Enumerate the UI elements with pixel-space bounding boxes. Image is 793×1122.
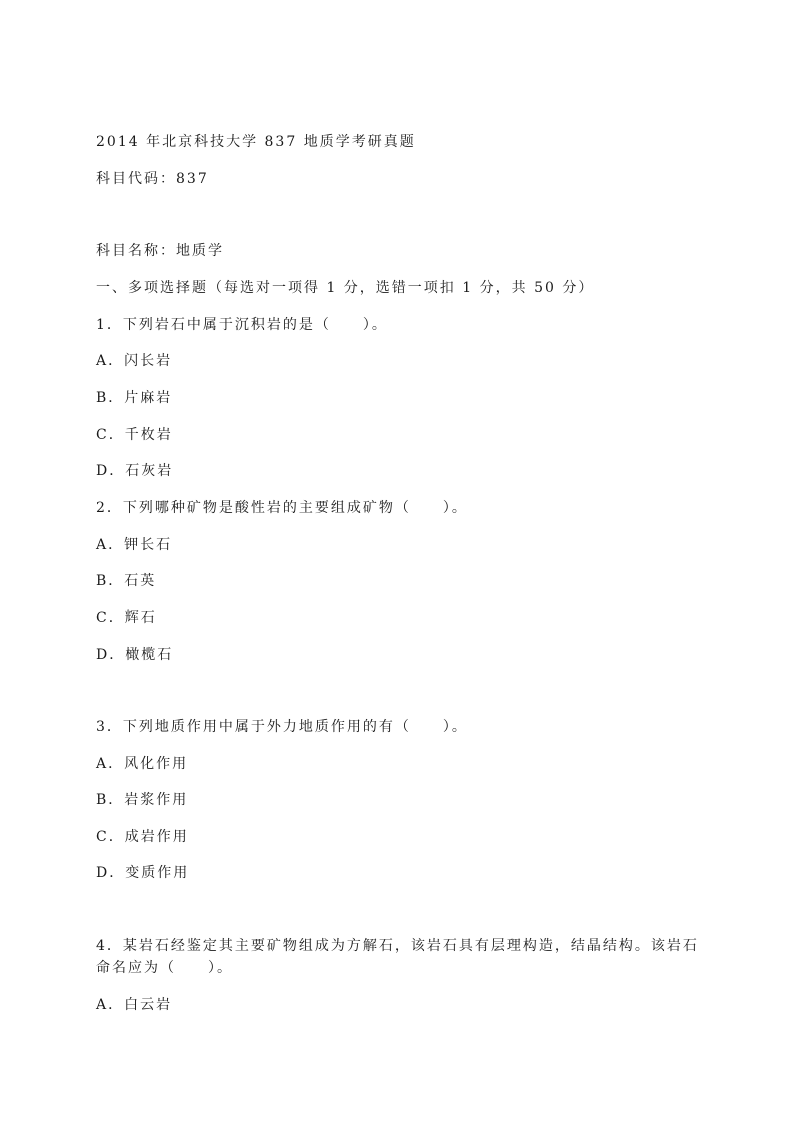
section-heading: 一、多项选择题（每选对一项得 1 分，选错一项扣 1 分，共 50 分） [96, 280, 595, 296]
question-3-option-d: D．变质作用 [96, 865, 190, 881]
question-2-stem: 2．下列哪种矿物是酸性岩的主要组成矿物（ ）。 [96, 500, 468, 516]
question-1-option-b: B．片麻岩 [96, 390, 173, 406]
document-title: 2014 年北京科技大学 837 地质学考研真题 [96, 134, 416, 150]
question-2-option-c: C．辉石 [96, 610, 157, 626]
question-1-stem: 1．下列岩石中属于沉积岩的是（ ）。 [96, 317, 388, 333]
question-2-option-a: A．钾长石 [96, 537, 173, 553]
question-1-option-a: A．闪长岩 [96, 353, 173, 369]
question-3-stem: 3．下列地质作用中属于外力地质作用的有（ ）。 [96, 719, 468, 735]
subject-name: 科目名称：地质学 [96, 243, 224, 259]
question-1-option-c: C．千枚岩 [96, 427, 173, 443]
question-4-option-a: A．白云岩 [96, 997, 173, 1013]
question-4-stem: 4．某岩石经鉴定其主要矿物组成为方解石，该岩石具有层理构造，结晶结构。该岩石命名应为（ ）。 [96, 938, 699, 976]
question-2-option-d: D．橄榄石 [96, 647, 174, 663]
question-2-option-b: B．石英 [96, 573, 157, 589]
question-3-option-c: C．成岩作用 [96, 829, 189, 845]
question-3-option-b: B．岩浆作用 [96, 792, 189, 808]
question-1-option-d: D．石灰岩 [96, 463, 174, 479]
subject-code: 科目代码：837 [96, 171, 209, 187]
question-3-option-a: A．风化作用 [96, 756, 189, 772]
